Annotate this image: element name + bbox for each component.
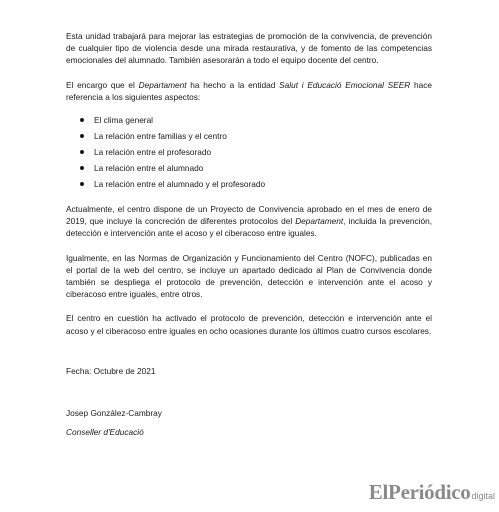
project-text-1: Actualmente, el centro dispone de un Proyecto de Convivencia aprobado en el mes de enero de 2019, que incluye la concreción de diferentes protocolos del: [66, 204, 432, 227]
list-item: [66, 131, 432, 141]
signer-name: Josep González-Cambray: [66, 408, 162, 419]
assignment-text-3: hace referencia a los siguientes aspectos:: [66, 79, 432, 102]
assignment-text-1: El encargo que el: [66, 79, 139, 90]
letter-body: [66, 30, 432, 438]
list-item-label: La relación entre el profesorado: [94, 147, 212, 158]
logo-suffix: digital: [471, 491, 495, 501]
paragraph-convivencia-project: [66, 203, 432, 240]
paragraph-nofc: Igualmente, en las Normas de Organización y Funcionamiento del Centro (NOFC), publicadas en el portal de la web del centro, se incluye un apartado dedicado al Plan de Convivencia donde también se despliega el protocolo de prevención, detección e intervención ante el acoso y ciberacoso entre iguales, entre otros.: [66, 252, 432, 300]
list-item: [66, 163, 432, 173]
bullet-icon: [80, 182, 84, 186]
signer-role: Conseller d'Educació: [66, 427, 144, 438]
list-item: [66, 115, 432, 125]
list-item-label: La relación entre el alumnado y el profesorado: [94, 179, 266, 190]
list-item-label: La relación entre familias y el centro: [94, 131, 227, 142]
bullet-icon: [80, 118, 84, 122]
assignment-entity: Salut i Educació Emocional SEER: [279, 79, 411, 90]
paragraph-unit-purpose: Esta unidad trabajará para mejorar las estrategias de promoción de la convivencia, de prevención de cualquier tipo de violencia desde una mirada restaurativa, y de fomento de las competencias emocionales del alumnado. También asesorarán a todo el equipo docente del centro.: [66, 31, 432, 66]
list-item: [66, 179, 432, 189]
list-item: [66, 147, 432, 157]
paragraph-protocol-activations: El centro en cuestión ha activado el protocolo de prevención, detección e intervención ante el acoso y el ciberacoso entre iguales en ocho ocasiones durante los últimos cuatro cursos escolares.: [66, 313, 432, 336]
project-departament: Departament: [295, 216, 344, 227]
letter-date: Fecha: Octubre de 2021: [66, 365, 156, 376]
assignment-text-2: ha hecho a la entidad: [186, 79, 280, 90]
logo-brand: ElPeriódico: [368, 480, 471, 504]
aspects-list: [66, 115, 432, 189]
assignment-departament: Departament: [138, 79, 187, 90]
paragraph-assignment: [66, 79, 432, 103]
project-text-2: , incluida la prevención, detección e intervención ante el acoso y el ciberacoso entre iguales.: [66, 216, 432, 239]
elperiodico-logo: [369, 480, 495, 505]
list-item-label: El clima general: [94, 115, 154, 126]
bullet-icon: [80, 166, 84, 170]
list-item-label: La relación entre el alumnado: [94, 163, 204, 174]
bullet-icon: [80, 150, 84, 154]
bullet-icon: [80, 134, 84, 138]
